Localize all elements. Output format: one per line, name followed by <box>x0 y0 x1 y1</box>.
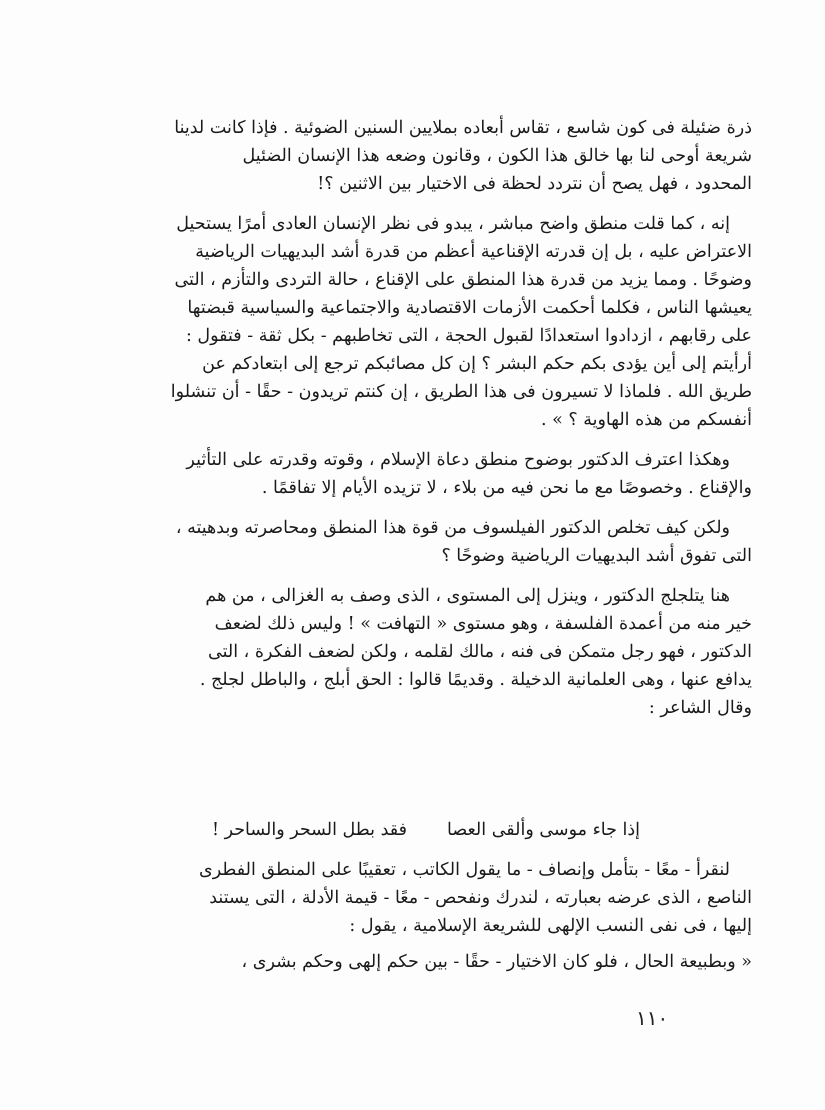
text-line: لنقرأ - معًا - بتأمل وإنصاف - ما يقول الكاتب ، تعقيبًا على المنطق الفطرى <box>199 860 730 880</box>
text-line: الدكتور ، فهو رجل متمكن فى فنه ، مالك لقلمه ، ولكن لضعف الفكرة ، التى <box>208 642 752 662</box>
text-line: أنفسكم من هذه الهاوية ؟ » . <box>540 410 752 430</box>
body-text-bottom <box>100 856 752 976</box>
paragraph <box>100 210 752 434</box>
text-line: ذرة ضئيلة فى كون شاسع ، تقاس أبعاده بملايين السنين الضوئية . فإذا كانت لدينا <box>174 118 752 138</box>
paragraph <box>100 446 752 502</box>
text-line: خير منه من أعمدة الفلسفة ، وهو مستوى « التهافت » ! وليس ذلك لضعف <box>214 614 752 634</box>
verse-second-hemistich: فقد بطل السحر والساحر ! <box>211 820 407 840</box>
body-text-top <box>100 114 752 722</box>
text-line: يدافع عنها ، وهى العلمانية الدخيلة . وقديمًا قالوا : الحق أبلج ، والباطل لجلج . <box>199 670 752 690</box>
text-line: الاعتراض عليه ، بل إن قدرته الإقناعية أعظم من قدرة أشد البديهيات الرياضية <box>195 242 752 262</box>
text-line: التى تفوق أشد البديهيات الرياضية وضوحًا ؟ <box>441 546 752 566</box>
text-line: المحدود ، فهل يصح أن نتردد لحظة فى الاختيار بين الاثنين ؟! <box>317 174 752 194</box>
text-line: شريعة أوحى لنا بها خالق هذا الكون ، وقانون وضعه هذا الإنسان الضئيل <box>242 146 752 166</box>
text-line: وضوحًا . ومما يزيد من قدرة هذا المنطق على الإقناع ، حالة التردى والتأزم ، التى <box>174 270 752 290</box>
text-line: إنه ، كما قلت منطق واضح مباشر ، يبدو فى نظر الإنسان العادى أمرًا يستحيل <box>176 214 730 234</box>
text-line: أرأيتم إلى أين يؤدى بكم حكم البشر ؟ إن كل مصائبكم ترجع إلى ابتعادكم عن <box>202 354 752 374</box>
verse-first-hemistich: إذا جاء موسى وألقى العصا <box>446 820 641 840</box>
text-line: وقال الشاعر : <box>648 698 752 718</box>
paragraph <box>100 948 752 976</box>
paragraph <box>100 582 752 722</box>
text-line: يعيشها الناس ، فكلما أحكمت الأزمات الاقتصادية والاجتماعية والسياسية قبضتها <box>187 298 752 318</box>
text-line: والإقناع . وخصوصًا مع ما نحن فيه من بلاء ، لا تزيده الأيام إلا تفاقمًا . <box>261 478 752 498</box>
text-line: على رقابهم ، ازدادوا استعدادًا لقبول الحجة ، التى تخاطبهم - بكل ثقة - فتقول : <box>185 326 752 346</box>
text-line: طريق الله . فلماذا لا تسيرون فى هذا الطريق ، إن كنتم تريدون - حقًا - أن تنشلوا <box>170 382 752 402</box>
text-line: إليها ، فى نفى النسب الإلهى للشريعة الإسلامية ، يقول : <box>349 916 752 936</box>
text-line: وهكذا اعترف الدكتور بوضوح منطق دعاة الإسلام ، وقوته وقدرته على التأثير <box>186 450 730 470</box>
text-line: الناصع ، الذى عرضه بعبارته ، لندرك ونفحص - معًا - قيمة الأدلة ، التى يستند <box>209 888 752 908</box>
page-number: ١١٠ <box>636 1006 669 1030</box>
paragraph <box>100 856 752 940</box>
paragraph <box>100 514 752 570</box>
text-line: ولكن كيف تخلص الدكتور الفيلسوف من قوة هذا المنطق ومحاصرته وبدهيته ، <box>175 518 730 538</box>
paragraph <box>100 114 752 198</box>
text-line: « وبطبيعة الحال ، فلو كان الاختيار - حقًا - بين حكم إلهى وحكم بشرى ، <box>241 952 752 972</box>
poetry-verse <box>100 820 752 840</box>
text-line: هنا يتلجلج الدكتور ، وينزل إلى المستوى ، الذى وصف به الغزالى ، من هم <box>205 586 730 606</box>
